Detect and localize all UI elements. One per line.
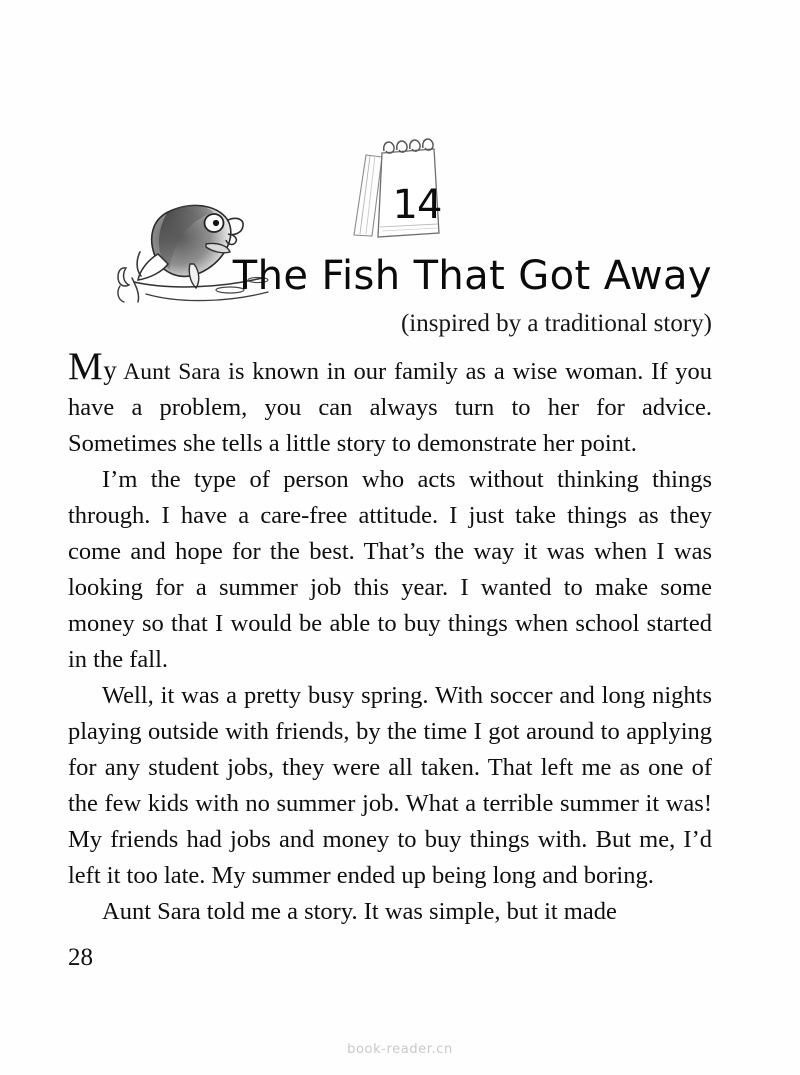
paragraph-3: Well, it was a pretty busy spring. With soccer and long nights playing outside with friends, by the time I got around to applying for any student jobs, they were all taken. That left me as one of the few kids with no summer job. What a terrible summer it was! My friends had jobs and money to buy things with. But me, I’d left it too late. My summer ended up being long and boring. bbox=[68, 682, 712, 889]
page-number: 28 bbox=[68, 944, 93, 971]
paragraph-4: Aunt Sara told me a story. It was simple, but it made bbox=[102, 898, 617, 925]
lead-in-words: Aunt Sara bbox=[116, 359, 221, 385]
lead-capital: M bbox=[68, 345, 104, 388]
site-watermark: book-reader.cn bbox=[347, 1042, 453, 1057]
chapter-subtitle: (inspired by a traditional story) bbox=[400, 310, 712, 337]
paragraph-1 bbox=[68, 345, 712, 462]
paragraph-2: I’m the type of person who acts without thinking things through. I have a care-free attitude. I just take things as they come and hope for the best. That’s the way it was when I was looking for a summer job this year. I wanted to make some money so that I would be able to buy things when school started in the fall. bbox=[68, 466, 712, 673]
chapter-header bbox=[0, 130, 800, 350]
body-text bbox=[68, 345, 712, 930]
chapter-title: The Fish That Got Away bbox=[232, 253, 712, 299]
chapter-number: 14 bbox=[392, 181, 442, 228]
lead-small-caps: y bbox=[103, 355, 117, 385]
paragraph-1-text: is known in our family as a wise woman. If you have a problem, you can always turn to her for advice. Sometimes she tells a little story to demonstrate her point. bbox=[68, 358, 712, 457]
